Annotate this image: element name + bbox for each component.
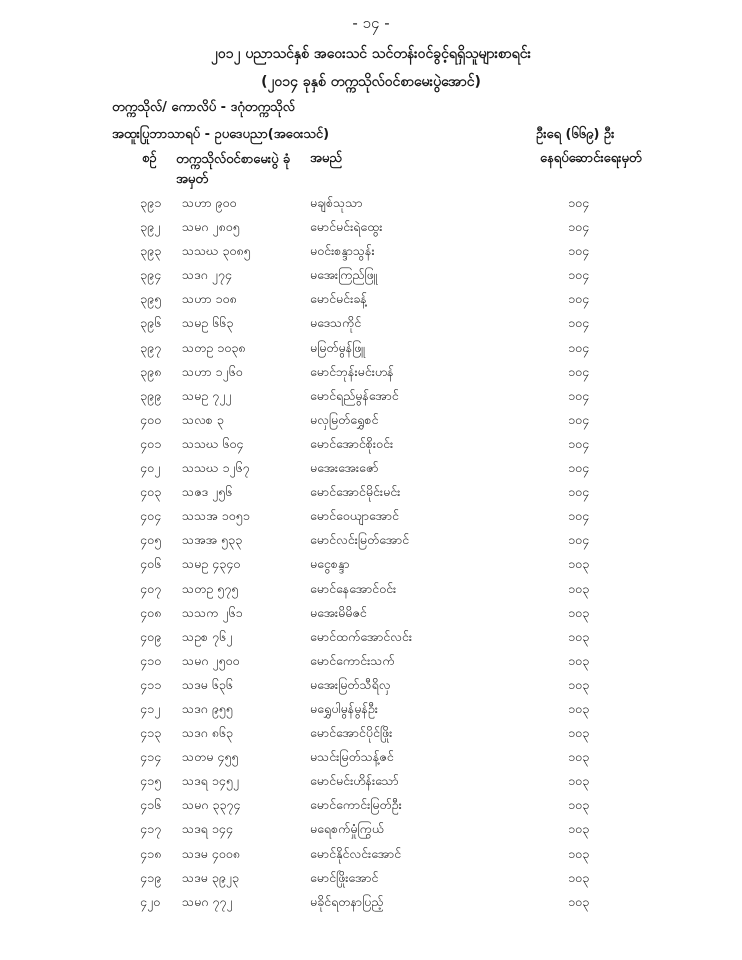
row-name: မခိုင်ရတနာပြည့် — [310, 893, 384, 909]
table-row — [0, 556, 742, 580]
table-row — [0, 629, 742, 653]
row-remark: ၁၀၃ — [568, 580, 590, 596]
row-serial-no: ၄၀၆ — [140, 556, 162, 572]
table-row — [0, 460, 742, 484]
table-row — [0, 219, 742, 243]
row-serial-no: ၃၉၇ — [140, 339, 162, 355]
table-row — [0, 701, 742, 725]
row-serial-no: ၄၁၅ — [140, 773, 162, 789]
document-subtitle: (၂၀၁၄ ခုနှစ် တက္ကသိုလ်ဝင်စာမေးပွဲအောင်) — [261, 74, 481, 90]
row-serial-no: ၄၁၀ — [140, 652, 162, 668]
row-roll-number: သသဃ ၃၀၈၅ — [182, 243, 251, 259]
row-name: မမြတ်မွန်ဖြူ — [310, 339, 366, 355]
row-remark: ၁၀၄ — [568, 435, 590, 451]
row-roll-number: သဒဂ ၂၇၄ — [182, 267, 232, 283]
row-remark: ၁၀၃ — [568, 628, 590, 644]
row-remark: ၁၀၃ — [568, 869, 590, 885]
table-row — [0, 484, 742, 508]
row-serial-no: ၄၁၇ — [140, 821, 162, 837]
row-remark: ၁၀၃ — [568, 725, 590, 741]
table-row — [0, 797, 742, 821]
row-name: မောင်အောင်ပိုင်ဖြိုး — [310, 725, 393, 741]
row-name: မဝင်းစန္ဒာသွန်း — [310, 243, 375, 259]
total-count: ဦးရေ (၆၆၉) ဦး — [536, 127, 615, 142]
row-remark: ၁၀၄ — [568, 219, 590, 235]
student-list — [0, 195, 742, 918]
row-roll-number: သမဂ ၃၃၇၄ — [182, 797, 241, 813]
table-row — [0, 267, 742, 291]
row-remark: ၁၀၃ — [568, 556, 590, 572]
row-name: မောင်မင်းဟိန်းသော် — [310, 773, 399, 789]
row-name: မောင်ရည်မွန်အောင် — [310, 387, 399, 403]
row-name: မဒေသကိုင် — [310, 315, 362, 331]
major-subject-line: အထူးပြုဘာသာရပ် - ဥပဒေပညာ(အဝေးသင်) — [112, 127, 330, 142]
row-remark: ၁၀၃ — [568, 821, 590, 837]
table-row — [0, 243, 742, 267]
row-serial-no: ၃၉၁ — [140, 195, 162, 210]
row-remark: ၁၀၄ — [568, 291, 590, 307]
table-row — [0, 195, 742, 219]
row-roll-number: သဥစ ၇၆၂ — [182, 628, 233, 644]
table-row — [0, 364, 742, 388]
row-serial-no: ၄၁၁ — [140, 676, 162, 692]
table-row — [0, 532, 742, 556]
row-serial-no: ၄၁၂ — [140, 700, 161, 716]
row-name: မအေးမြတ်သီရိလှ — [310, 676, 391, 692]
row-remark: ၁၀၃ — [568, 845, 590, 861]
row-serial-no: ၄၀၄ — [140, 508, 162, 524]
row-remark: ၁၀၄ — [568, 339, 590, 355]
row-roll-number: သမဥ ၄၃၄၀ — [182, 556, 241, 572]
table-row — [0, 677, 742, 701]
row-remark: ၁၀၄ — [568, 363, 590, 379]
row-roll-number: သတမ ၄၅၅ — [182, 749, 239, 765]
row-name: မောင်ဝေယျာအောင် — [310, 508, 399, 524]
table-row — [0, 291, 742, 315]
row-remark: ၁၀၃ — [568, 700, 590, 716]
row-name: မအေးကြည်ဖြူ — [310, 267, 378, 283]
row-roll-number: သဒမ ၆၃၆ — [182, 676, 233, 692]
table-row — [0, 894, 742, 918]
row-name: မောင်ထက်အောင်လင်း — [310, 628, 412, 644]
row-serial-no: ၄၀၈ — [140, 604, 162, 620]
row-name: မရေစက်မှုံကြွယ် — [310, 821, 384, 837]
document-title: ၂၀၁၂ ပညာသင်နှစ် အဝေးသင် သင်တန်းဝင်ခွင့်ရရှိသူများစာရင်း — [210, 46, 532, 62]
row-serial-no: ၄၁၄ — [140, 749, 162, 765]
row-remark: ၁၀၄ — [568, 243, 590, 259]
row-remark: ၁၀၃ — [568, 893, 590, 909]
row-remark: ၁၀၄ — [568, 532, 590, 548]
header-name: အမည် — [310, 151, 342, 166]
row-name: မအေးမိမိဇင် — [310, 604, 367, 620]
row-serial-no: ၄၁၈ — [140, 845, 162, 861]
row-remark: ၁၀၄ — [568, 267, 590, 283]
row-name: မရွှေပါမွန်မွန်ဦး — [310, 700, 378, 716]
row-serial-no: ၄၀၂ — [140, 460, 161, 476]
row-name: မအေးအေးဇော် — [310, 460, 379, 476]
table-row — [0, 821, 742, 845]
row-name: မောင်ဖြိုးအောင် — [310, 869, 379, 885]
row-roll-number: သဒမ ၄၀၀၈ — [182, 845, 240, 861]
table-row — [0, 605, 742, 629]
row-roll-number: သမဂ ၂၈၀၅ — [182, 219, 240, 235]
table-row — [0, 581, 742, 605]
row-name: မောင်နိုင်လင်းအောင် — [310, 845, 402, 861]
row-remark: ၁၀၃ — [568, 773, 590, 789]
university-line: တက္ကသိုလ်/ ကောလိပ် - ဒဂုံတက္ကသိုလ် — [112, 100, 295, 115]
table-row — [0, 749, 742, 773]
row-remark: ၁၀၄ — [568, 508, 590, 524]
row-serial-no: ၄၀၅ — [140, 532, 162, 548]
row-remark: ၁၀၃ — [568, 604, 590, 620]
row-remark: ၁၀၃ — [568, 749, 590, 765]
row-remark: ၁၀၃ — [568, 676, 590, 692]
row-roll-number: သဒရ ၁၄၄ — [182, 821, 233, 837]
row-remark: ၁၀၄ — [568, 484, 590, 500]
table-row — [0, 436, 742, 460]
row-remark: ၁၀၃ — [568, 652, 590, 668]
row-roll-number: သလစ ၃ — [182, 411, 224, 427]
row-serial-no: ၃၉၅ — [140, 291, 162, 307]
row-serial-no: ၄၁၃ — [140, 725, 162, 741]
row-name: မောင်မင်းခန့် — [310, 291, 367, 307]
table-row — [0, 388, 742, 412]
row-remark: ၁၀၄ — [568, 195, 590, 210]
page-number: - ၁၄ - — [352, 14, 390, 32]
row-name: မောင်မင်းရဲထွေး — [310, 219, 383, 235]
row-serial-no: ၄၀၇ — [140, 580, 162, 596]
row-roll-number: သဟာ ၁၀၈ — [182, 291, 237, 307]
table-row — [0, 773, 742, 797]
row-roll-number: သသဃ ၆၀၄ — [182, 435, 244, 451]
row-roll-number: သသဃ ၁၂၆၇ — [182, 460, 250, 476]
table-row — [0, 725, 742, 749]
row-serial-no: ၄၀၀ — [140, 411, 162, 427]
table-row — [0, 870, 742, 894]
row-roll-number: သဇဒ ၂၅၆ — [182, 484, 233, 500]
row-name: မောင်ကောင်းမြတ်ဦး — [310, 797, 402, 813]
row-roll-number: သသအ ၁၀၅၁ — [182, 508, 250, 524]
row-name: မလှမြတ်ရွှေစင် — [310, 411, 379, 427]
table-row — [0, 340, 742, 364]
table-row — [0, 315, 742, 339]
header-serial-no: စဉ် — [142, 151, 157, 166]
row-roll-number: သသက ၂၆၁ — [182, 604, 243, 620]
row-serial-no: ၄၁၉ — [140, 869, 162, 885]
table-row — [0, 508, 742, 532]
row-roll-number: သတဥ ၁၀၃၈ — [182, 339, 246, 355]
row-serial-no: ၃၉၄ — [140, 267, 162, 283]
row-name: မငွေစန္ဒာ — [310, 556, 350, 572]
row-serial-no: ၄၂၀ — [140, 893, 161, 909]
row-roll-number: သမဂ ၂၅၀၀ — [182, 652, 240, 668]
row-remark: ၁၀၄ — [568, 411, 590, 427]
row-remark: ၁၀၄ — [568, 315, 590, 331]
row-roll-number: သဟာ ၉၀၀ — [182, 195, 237, 210]
row-name: မောင်ကောင်းသက် — [310, 652, 395, 668]
table-row — [0, 653, 742, 677]
row-serial-no: ၃၉၉ — [140, 387, 162, 403]
row-roll-number: သဟာ ၁၂၆၀ — [182, 363, 243, 379]
row-remark: ၁၀၄ — [568, 460, 590, 476]
table-row — [0, 846, 742, 870]
row-roll-number: သဒဂ ၈၆၃ — [182, 725, 233, 741]
header-roll-number: တက္ကသိုလ်ဝင်စာမေးပွဲ ခုံအမှတ် — [176, 152, 291, 187]
table-row — [0, 412, 742, 436]
header-remark: နေရပ်ဆောင်းရေးမှတ် — [540, 151, 642, 166]
row-remark: ၁၀၄ — [568, 387, 590, 403]
row-remark: ၁၀၃ — [568, 797, 590, 813]
row-roll-number: သမဥ ၇၂၂ — [182, 387, 232, 403]
row-roll-number: သဒမ ၃၉၂၃ — [182, 869, 239, 885]
row-serial-no: ၃၉၆ — [140, 315, 162, 331]
row-serial-no: ၄၀၃ — [140, 484, 162, 500]
row-name: မသင်းမြတ်သန့်ဇင် — [310, 749, 394, 765]
row-roll-number: သမဂ ၇၇၂ — [182, 893, 233, 909]
row-roll-number: သတဥ ၅၇၅ — [182, 580, 239, 596]
row-name: မောင်အောင်စိုးဝင်း — [310, 435, 394, 451]
row-name: မောင်အောင်မိုင်းမင်း — [310, 484, 401, 500]
row-name: မောင်နေအောင်ဝင်း — [310, 580, 397, 596]
row-serial-no: ၃၉၂ — [140, 219, 161, 235]
row-serial-no: ၃၉၃ — [140, 243, 162, 259]
row-serial-no: ၄၀၁ — [140, 435, 162, 451]
row-roll-number: သမဥ ၆၆၃ — [182, 315, 234, 331]
row-name: မောင်လင်းမြတ်အောင် — [310, 532, 410, 548]
row-roll-number: သအအ ၅၃၃ — [182, 532, 243, 548]
row-serial-no: ၄၁၆ — [140, 797, 162, 813]
row-name: မောင်ဘုန်းမင်းဟန် — [310, 363, 394, 379]
row-roll-number: သဒဂ ၉၅၅ — [182, 700, 233, 716]
row-serial-no: ၃၉၈ — [140, 363, 162, 379]
row-roll-number: သဒရ ၁၄၅၂ — [182, 773, 239, 789]
row-serial-no: ၄၀၉ — [140, 628, 162, 644]
row-name: မချစ်သုသာ — [310, 195, 363, 210]
